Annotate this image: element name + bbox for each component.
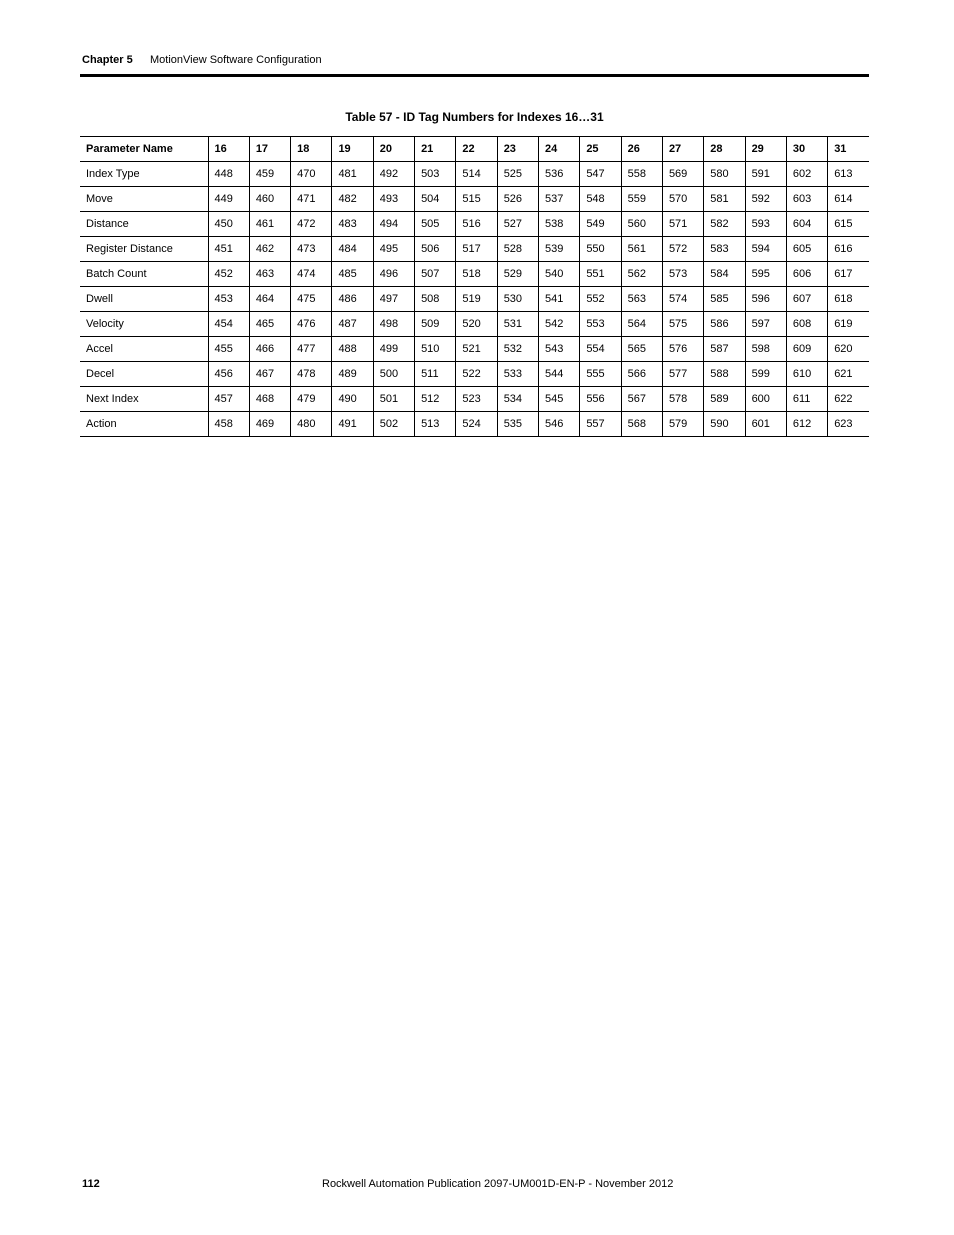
- id-tag-cell: 462: [249, 237, 290, 262]
- id-tag-cell: 475: [291, 287, 332, 312]
- id-tag-cell: 604: [786, 212, 827, 237]
- parameter-name-cell: Move: [80, 187, 208, 212]
- id-tag-cell: 548: [580, 187, 621, 212]
- id-tag-cell: 603: [786, 187, 827, 212]
- id-tag-cell: 545: [539, 387, 580, 412]
- id-tag-cell: 493: [373, 187, 414, 212]
- id-tag-table: [80, 136, 869, 437]
- column-header-index-18: 18: [291, 137, 332, 162]
- id-tag-cell: 460: [249, 187, 290, 212]
- page-number: 112: [82, 1178, 100, 1190]
- id-tag-cell: 522: [456, 362, 497, 387]
- id-tag-cell: 623: [828, 412, 869, 437]
- id-tag-cell: 458: [208, 412, 249, 437]
- id-tag-cell: 495: [373, 237, 414, 262]
- table-row: [80, 412, 869, 437]
- id-tag-cell: 591: [745, 162, 786, 187]
- id-tag-cell: 469: [249, 412, 290, 437]
- id-tag-cell: 621: [828, 362, 869, 387]
- parameter-name-cell: Batch Count: [80, 262, 208, 287]
- id-tag-cell: 516: [456, 212, 497, 237]
- column-header-index-24: 24: [539, 137, 580, 162]
- id-tag-cell: 620: [828, 337, 869, 362]
- parameter-name-cell: Accel: [80, 337, 208, 362]
- id-tag-cell: 484: [332, 237, 373, 262]
- id-tag-cell: 586: [704, 312, 745, 337]
- id-tag-cell: 588: [704, 362, 745, 387]
- id-tag-cell: 566: [621, 362, 662, 387]
- id-tag-cell: 616: [828, 237, 869, 262]
- id-tag-cell: 601: [745, 412, 786, 437]
- id-tag-cell: 579: [662, 412, 703, 437]
- id-tag-cell: 474: [291, 262, 332, 287]
- id-tag-cell: 527: [497, 212, 538, 237]
- column-header-index-16: 16: [208, 137, 249, 162]
- id-tag-cell: 557: [580, 412, 621, 437]
- id-tag-cell: 608: [786, 312, 827, 337]
- id-tag-cell: 520: [456, 312, 497, 337]
- id-tag-cell: 605: [786, 237, 827, 262]
- id-tag-cell: 534: [497, 387, 538, 412]
- id-tag-cell: 454: [208, 312, 249, 337]
- id-tag-cell: 506: [415, 237, 456, 262]
- id-tag-cell: 571: [662, 212, 703, 237]
- id-tag-cell: 585: [704, 287, 745, 312]
- id-tag-cell: 570: [662, 187, 703, 212]
- id-tag-cell: 553: [580, 312, 621, 337]
- column-header-index-22: 22: [456, 137, 497, 162]
- id-tag-cell: 472: [291, 212, 332, 237]
- id-tag-cell: 538: [539, 212, 580, 237]
- id-tag-cell: 471: [291, 187, 332, 212]
- id-tag-cell: 523: [456, 387, 497, 412]
- id-tag-cell: 490: [332, 387, 373, 412]
- id-tag-cell: 514: [456, 162, 497, 187]
- table-row: [80, 262, 869, 287]
- id-tag-cell: 455: [208, 337, 249, 362]
- id-tag-cell: 614: [828, 187, 869, 212]
- table-body: [80, 162, 869, 437]
- id-tag-cell: 529: [497, 262, 538, 287]
- id-tag-cell: 590: [704, 412, 745, 437]
- column-header-index-20: 20: [373, 137, 414, 162]
- id-tag-cell: 563: [621, 287, 662, 312]
- id-tag-cell: 494: [373, 212, 414, 237]
- id-tag-cell: 521: [456, 337, 497, 362]
- id-tag-cell: 612: [786, 412, 827, 437]
- id-tag-cell: 533: [497, 362, 538, 387]
- id-tag-cell: 530: [497, 287, 538, 312]
- id-tag-cell: 486: [332, 287, 373, 312]
- id-tag-cell: 580: [704, 162, 745, 187]
- id-tag-cell: 564: [621, 312, 662, 337]
- id-tag-cell: 535: [497, 412, 538, 437]
- id-tag-cell: 450: [208, 212, 249, 237]
- id-tag-cell: 488: [332, 337, 373, 362]
- id-tag-cell: 539: [539, 237, 580, 262]
- id-tag-cell: 594: [745, 237, 786, 262]
- parameter-name-cell: Register Distance: [80, 237, 208, 262]
- id-tag-cell: 470: [291, 162, 332, 187]
- id-tag-cell: 466: [249, 337, 290, 362]
- id-tag-cell: 452: [208, 262, 249, 287]
- id-tag-cell: 554: [580, 337, 621, 362]
- table-row: [80, 362, 869, 387]
- id-tag-cell: 599: [745, 362, 786, 387]
- id-tag-cell: 457: [208, 387, 249, 412]
- column-header-index-23: 23: [497, 137, 538, 162]
- page-header: [82, 53, 869, 67]
- id-tag-cell: 618: [828, 287, 869, 312]
- id-tag-cell: 459: [249, 162, 290, 187]
- id-tag-cell: 611: [786, 387, 827, 412]
- id-tag-cell: 453: [208, 287, 249, 312]
- id-tag-cell: 582: [704, 212, 745, 237]
- id-tag-cell: 463: [249, 262, 290, 287]
- id-tag-cell: 555: [580, 362, 621, 387]
- id-tag-cell: 510: [415, 337, 456, 362]
- id-tag-cell: 508: [415, 287, 456, 312]
- chapter-title: MotionView Software Configuration: [150, 54, 322, 66]
- id-tag-cell: 502: [373, 412, 414, 437]
- column-header-index-21: 21: [415, 137, 456, 162]
- id-tag-cell: 448: [208, 162, 249, 187]
- id-tag-cell: 617: [828, 262, 869, 287]
- id-tag-cell: 542: [539, 312, 580, 337]
- id-tag-cell: 575: [662, 312, 703, 337]
- id-tag-cell: 519: [456, 287, 497, 312]
- id-tag-cell: 526: [497, 187, 538, 212]
- id-tag-cell: 562: [621, 262, 662, 287]
- id-tag-cell: 517: [456, 237, 497, 262]
- id-tag-cell: 561: [621, 237, 662, 262]
- id-tag-cell: 613: [828, 162, 869, 187]
- column-header-index-31: 31: [828, 137, 869, 162]
- id-tag-cell: 456: [208, 362, 249, 387]
- id-tag-cell: 513: [415, 412, 456, 437]
- id-tag-cell: 578: [662, 387, 703, 412]
- id-tag-cell: 449: [208, 187, 249, 212]
- table-row: [80, 387, 869, 412]
- parameter-name-cell: Index Type: [80, 162, 208, 187]
- id-tag-cell: 479: [291, 387, 332, 412]
- id-tag-cell: 615: [828, 212, 869, 237]
- id-tag-cell: 509: [415, 312, 456, 337]
- id-tag-cell: 587: [704, 337, 745, 362]
- id-tag-cell: 482: [332, 187, 373, 212]
- id-tag-cell: 583: [704, 237, 745, 262]
- id-tag-cell: 596: [745, 287, 786, 312]
- id-tag-cell: 524: [456, 412, 497, 437]
- id-tag-cell: 567: [621, 387, 662, 412]
- id-tag-cell: 544: [539, 362, 580, 387]
- table-row: [80, 237, 869, 262]
- id-tag-cell: 546: [539, 412, 580, 437]
- id-tag-cell: 568: [621, 412, 662, 437]
- id-tag-cell: 468: [249, 387, 290, 412]
- parameter-name-cell: Next Index: [80, 387, 208, 412]
- table-row: [80, 162, 869, 187]
- id-tag-cell: 451: [208, 237, 249, 262]
- id-tag-cell: 480: [291, 412, 332, 437]
- id-tag-cell: 549: [580, 212, 621, 237]
- id-tag-cell: 496: [373, 262, 414, 287]
- id-tag-cell: 595: [745, 262, 786, 287]
- id-tag-cell: 547: [580, 162, 621, 187]
- id-tag-cell: 559: [621, 187, 662, 212]
- id-tag-cell: 622: [828, 387, 869, 412]
- id-tag-cell: 505: [415, 212, 456, 237]
- id-tag-cell: 473: [291, 237, 332, 262]
- id-tag-cell: 543: [539, 337, 580, 362]
- id-tag-cell: 577: [662, 362, 703, 387]
- id-tag-cell: 489: [332, 362, 373, 387]
- id-tag-cell: 481: [332, 162, 373, 187]
- id-tag-cell: 504: [415, 187, 456, 212]
- id-tag-cell: 600: [745, 387, 786, 412]
- id-tag-cell: 607: [786, 287, 827, 312]
- id-tag-cell: 498: [373, 312, 414, 337]
- id-tag-cell: 584: [704, 262, 745, 287]
- id-tag-cell: 511: [415, 362, 456, 387]
- id-tag-cell: 499: [373, 337, 414, 362]
- publication-info: Rockwell Automation Publication 2097-UM001D-EN-P - November 2012: [322, 1178, 674, 1190]
- table-row: [80, 187, 869, 212]
- parameter-name-cell: Decel: [80, 362, 208, 387]
- id-tag-cell: 491: [332, 412, 373, 437]
- column-header-index-29: 29: [745, 137, 786, 162]
- id-tag-cell: 515: [456, 187, 497, 212]
- table-header-row: [80, 137, 869, 162]
- id-tag-cell: 573: [662, 262, 703, 287]
- column-header-index-19: 19: [332, 137, 373, 162]
- id-tag-cell: 606: [786, 262, 827, 287]
- id-tag-cell: 478: [291, 362, 332, 387]
- id-tag-cell: 565: [621, 337, 662, 362]
- id-tag-cell: 528: [497, 237, 538, 262]
- id-tag-cell: 464: [249, 287, 290, 312]
- id-tag-cell: 572: [662, 237, 703, 262]
- header-rule: [80, 74, 869, 77]
- id-tag-cell: 598: [745, 337, 786, 362]
- parameter-name-cell: Action: [80, 412, 208, 437]
- id-tag-cell: 536: [539, 162, 580, 187]
- id-tag-cell: 592: [745, 187, 786, 212]
- id-tag-cell: 597: [745, 312, 786, 337]
- id-tag-cell: 467: [249, 362, 290, 387]
- id-tag-cell: 518: [456, 262, 497, 287]
- id-tag-cell: 476: [291, 312, 332, 337]
- parameter-name-cell: Distance: [80, 212, 208, 237]
- id-tag-cell: 501: [373, 387, 414, 412]
- id-tag-cell: 550: [580, 237, 621, 262]
- id-tag-cell: 540: [539, 262, 580, 287]
- table-row: [80, 287, 869, 312]
- id-tag-cell: 589: [704, 387, 745, 412]
- id-tag-cell: 512: [415, 387, 456, 412]
- table-row: [80, 312, 869, 337]
- table-caption: Table 57 - ID Tag Numbers for Indexes 16…31: [345, 110, 604, 124]
- column-header-index-28: 28: [704, 137, 745, 162]
- id-tag-cell: 487: [332, 312, 373, 337]
- id-tag-cell: 492: [373, 162, 414, 187]
- column-header-index-30: 30: [786, 137, 827, 162]
- id-tag-cell: 581: [704, 187, 745, 212]
- id-tag-cell: 576: [662, 337, 703, 362]
- id-tag-cell: 602: [786, 162, 827, 187]
- id-tag-cell: 477: [291, 337, 332, 362]
- table-row: [80, 337, 869, 362]
- id-tag-cell: 619: [828, 312, 869, 337]
- id-tag-cell: 497: [373, 287, 414, 312]
- id-tag-cell: 569: [662, 162, 703, 187]
- id-tag-cell: 525: [497, 162, 538, 187]
- id-tag-cell: 560: [621, 212, 662, 237]
- column-header-index-17: 17: [249, 137, 290, 162]
- id-tag-cell: 610: [786, 362, 827, 387]
- id-tag-cell: 541: [539, 287, 580, 312]
- id-tag-cell: 531: [497, 312, 538, 337]
- id-tag-cell: 483: [332, 212, 373, 237]
- id-tag-cell: 532: [497, 337, 538, 362]
- id-tag-cell: 609: [786, 337, 827, 362]
- id-tag-cell: 552: [580, 287, 621, 312]
- id-tag-cell: 558: [621, 162, 662, 187]
- id-tag-cell: 556: [580, 387, 621, 412]
- id-tag-cell: 500: [373, 362, 414, 387]
- parameter-name-cell: Velocity: [80, 312, 208, 337]
- chapter-label: Chapter 5: [82, 54, 133, 66]
- id-tag-cell: 551: [580, 262, 621, 287]
- column-header-index-27: 27: [662, 137, 703, 162]
- column-header-index-25: 25: [580, 137, 621, 162]
- id-tag-cell: 465: [249, 312, 290, 337]
- parameter-name-cell: Dwell: [80, 287, 208, 312]
- id-tag-cell: 507: [415, 262, 456, 287]
- id-tag-cell: 503: [415, 162, 456, 187]
- id-tag-cell: 537: [539, 187, 580, 212]
- column-header-index-26: 26: [621, 137, 662, 162]
- table-row: [80, 212, 869, 237]
- id-tag-cell: 461: [249, 212, 290, 237]
- id-tag-cell: 574: [662, 287, 703, 312]
- column-header-parameter-name: Parameter Name: [80, 137, 208, 162]
- id-tag-cell: 485: [332, 262, 373, 287]
- id-tag-cell: 593: [745, 212, 786, 237]
